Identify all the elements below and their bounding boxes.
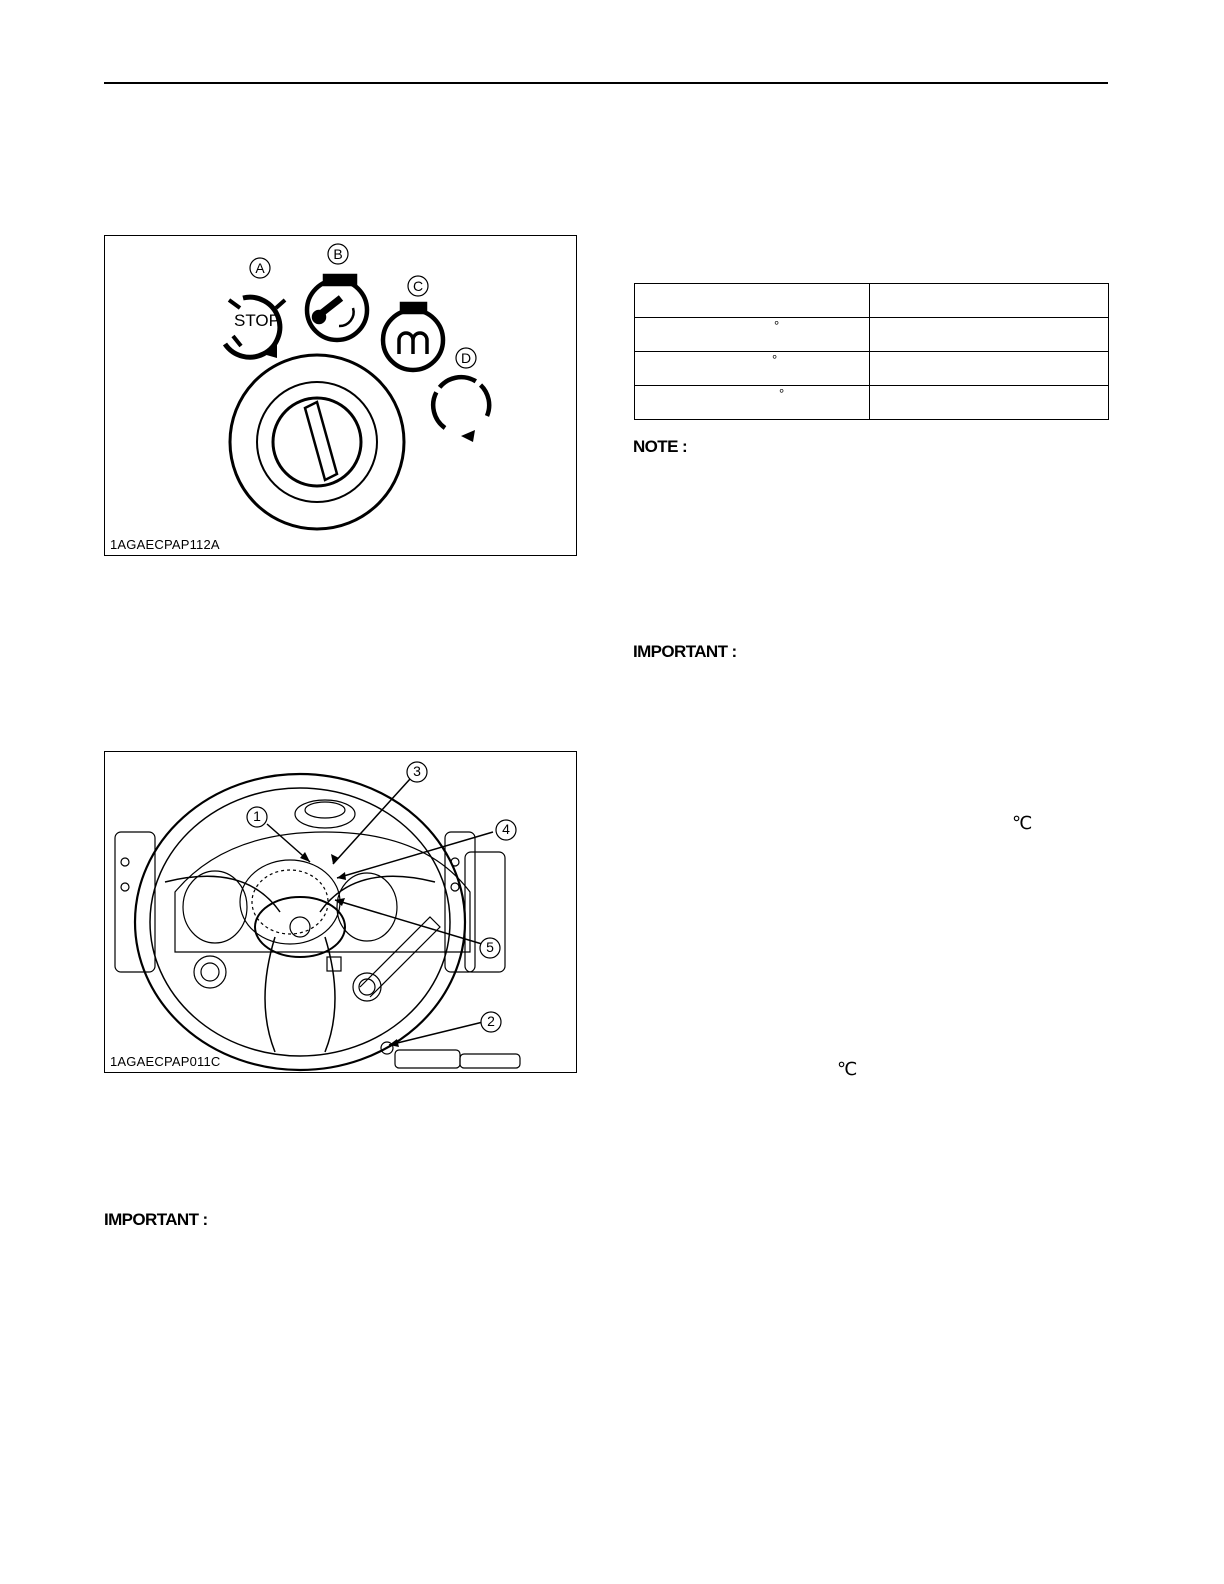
arrow-d <box>461 430 475 442</box>
key-switch-drawing <box>105 236 576 555</box>
callout-5: 5 <box>486 939 494 955</box>
table-row <box>635 386 1109 420</box>
important-label-left: IMPORTANT : <box>104 1210 208 1229</box>
hand-throttle <box>353 973 381 1001</box>
steering-wheel-rim <box>135 774 465 1070</box>
pedal <box>395 1050 460 1068</box>
top-cap <box>295 800 355 828</box>
callout-d: D <box>460 350 472 366</box>
figure-code: 1AGAECPAP011C <box>110 1054 221 1069</box>
key-switch-figure <box>104 235 577 556</box>
glow-plug-icon <box>383 304 443 370</box>
callout-4: 4 <box>502 821 510 837</box>
important-label-right: IMPORTANT : <box>633 642 737 661</box>
fuel-gauge <box>337 873 397 941</box>
table-row <box>635 284 1109 318</box>
dashboard-figure <box>104 751 577 1073</box>
callout-3: 3 <box>413 763 421 779</box>
starter-icon <box>307 276 367 340</box>
celsius-unit: ℃ <box>1012 813 1033 833</box>
dashboard-drawing <box>105 752 576 1072</box>
celsius-unit: ℃ <box>837 1059 858 1079</box>
temperature-table <box>634 283 1109 420</box>
callout-a: A <box>255 260 265 276</box>
return-arc-icon <box>433 377 489 428</box>
key-switch <box>194 956 226 988</box>
callout-2: 2 <box>487 1013 495 1029</box>
degree-mark: ° <box>779 386 785 401</box>
left-panel <box>115 832 155 972</box>
table-row <box>635 318 1109 352</box>
degree-mark: ° <box>772 352 778 367</box>
callout-1: 1 <box>253 808 261 824</box>
temp-gauge <box>183 871 247 943</box>
steering-hub <box>255 897 345 957</box>
callout-c: C <box>412 278 424 294</box>
stop-text: STOP <box>234 311 280 330</box>
table-row <box>635 352 1109 386</box>
note-label: NOTE : <box>633 437 688 456</box>
callout-b: B <box>333 246 343 262</box>
figure-code: 1AGAECPAP112A <box>110 537 220 552</box>
header-rule <box>104 82 1108 84</box>
degree-mark: ° <box>774 318 780 333</box>
key-cylinder <box>230 355 404 529</box>
